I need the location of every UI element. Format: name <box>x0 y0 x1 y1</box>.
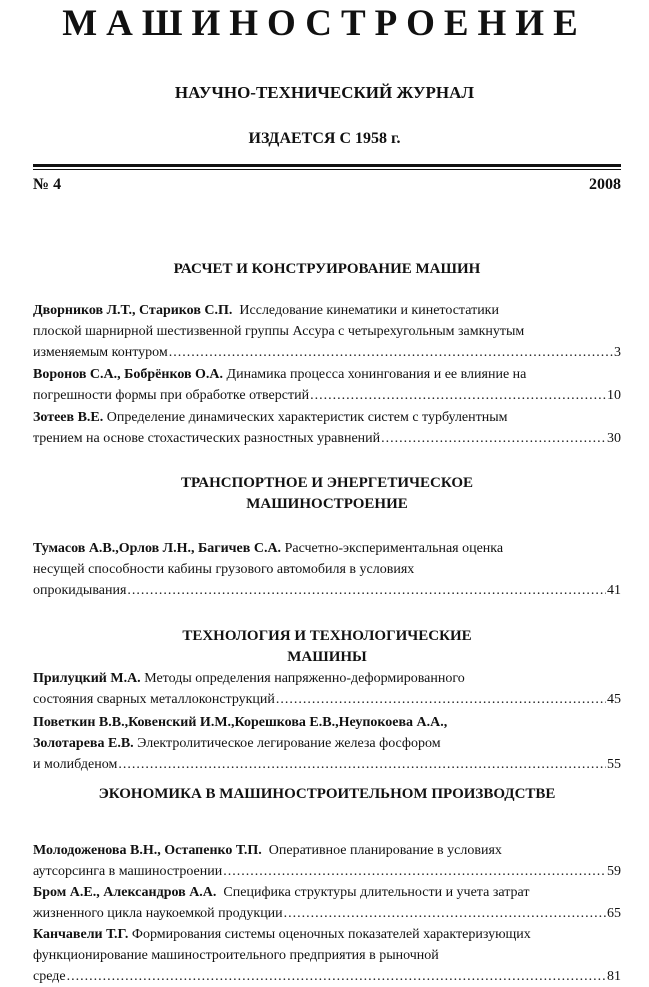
entry-zoteev <box>33 407 621 449</box>
entry-title-line: Формирования системы оценочных показателей характеризующих <box>131 927 531 942</box>
entry-authors: Прилуцкий М.А. <box>33 671 141 686</box>
entry-title-line: погрешности формы при обработке отверстий <box>33 388 310 403</box>
leader-dots <box>169 342 613 363</box>
section-title: МАШИНОСТРОЕНИЕ <box>246 496 408 512</box>
entry-title-line: опрокидывания <box>33 583 127 598</box>
entry-title-line: Определение динамических характеристик систем с турбулентным <box>106 410 508 425</box>
header-rule-thin <box>33 169 621 170</box>
entry-authors: Золотарева Е.В. <box>33 736 134 751</box>
leader-dots <box>223 861 606 882</box>
entry-title-line: несущей способности кабины грузового автомобиля в условиях <box>33 562 415 577</box>
entry-title-line: Специфика структуры длительности и учета затрат <box>223 885 530 900</box>
leader-dots <box>276 689 606 710</box>
entry-page: 65 <box>607 906 621 921</box>
leader-dots <box>118 754 606 775</box>
entry-title-line: трением на основе стохастических разностных уравнений <box>33 431 381 446</box>
entry-title-line: Исследование кинематики и кинетостатики <box>239 303 499 318</box>
entry-authors: Канчавели Т.Г. <box>33 927 129 942</box>
section-title: ТЕХНОЛОГИЯ И ТЕХНОЛОГИЧЕСКИЕ <box>182 628 472 644</box>
entry-title-line: и молибденом <box>33 757 118 772</box>
issue-row <box>33 176 621 198</box>
entry-authors: Поветкин В.В.,Ковенский И.М.,Корешкова Е.В.,Неупокоева А.А., <box>33 715 448 730</box>
entry-tumasov <box>33 538 621 601</box>
entry-title-line: жизненного цикла наукоемкой продукции <box>33 906 283 921</box>
entry-prilutsky <box>33 668 621 710</box>
entry-voronov <box>33 364 621 406</box>
section-design <box>33 259 621 280</box>
entry-povetkin <box>33 712 621 775</box>
published-since: ИЗДАЕТСЯ С 1958 г. <box>248 130 401 147</box>
leader-dots <box>127 580 606 601</box>
entry-title-line: среде <box>33 969 66 984</box>
entry-authors: Зотеев В.Е. <box>33 410 104 425</box>
entry-title-line: состояния сварных металлоконструкций <box>33 692 275 707</box>
entry-page: 30 <box>607 431 621 446</box>
entry-title-line: изменяемым контуром <box>33 345 168 360</box>
entry-molodozhenova <box>33 840 621 882</box>
entry-page: 3 <box>614 345 621 360</box>
entry-authors: Дворников Л.Т., Стариков С.П. <box>33 303 233 318</box>
entry-page: 45 <box>607 692 621 707</box>
entry-title-line: функционирование машиностроительного предприятия в рыночной <box>33 948 439 963</box>
entry-brom <box>33 882 621 924</box>
section-technology <box>33 626 621 668</box>
section-economics <box>33 784 621 805</box>
issue-number: № 4 <box>33 176 62 193</box>
entry-authors: Бром А.Е., Александров А.А. <box>33 885 217 900</box>
section-title: МАШИНЫ <box>287 649 367 665</box>
issue-year: 2008 <box>589 176 621 193</box>
entry-title-line: Электролитическое легирование железа фосфором <box>137 736 441 751</box>
section-transport <box>33 473 621 515</box>
entry-page: 55 <box>607 757 621 772</box>
entry-authors: Воронов С.А., Бобрёнков О.А. <box>33 367 224 382</box>
entry-title-line: Динамика процесса хонингования и ее влияние на <box>226 367 527 382</box>
entry-title-line: Методы определения напряженно-деформированного <box>144 671 465 686</box>
entry-title-line: Оперативное планирование в условиях <box>268 843 502 858</box>
entry-authors: Молодоженова В.Н., Остапенко Т.П. <box>33 843 262 858</box>
entry-title-line: Расчетно-экспериментальная оценка <box>284 541 504 556</box>
entry-title-line: аутсорсинга в машиностроении <box>33 864 223 879</box>
header-rule-thick <box>33 164 621 167</box>
journal-subtitle: НАУЧНО-ТЕХНИЧЕСКИЙ ЖУРНАЛ <box>174 83 475 102</box>
section-title: ЭКОНОМИКА В МАШИНОСТРОИТЕЛЬНОМ ПРОИЗВОДСТВЕ <box>98 786 556 802</box>
leader-dots <box>67 966 606 987</box>
entry-dvornikov <box>33 300 621 363</box>
entry-title-line: плоской шарнирной шестизвенной группы Ассура с четырехугольным замкнутым <box>33 324 525 339</box>
entry-page: 81 <box>607 969 621 984</box>
entry-authors: Тумасов А.В.,Орлов Л.Н., Багичев С.А. <box>33 541 282 556</box>
leader-dots <box>310 385 606 406</box>
journal-masthead: МАШИНОСТРОЕНИЕ <box>62 3 587 44</box>
entry-kanchaveli <box>33 924 621 987</box>
entry-page: 59 <box>607 864 621 879</box>
entry-page: 10 <box>607 388 621 403</box>
section-title: ТРАНСПОРТНОЕ И ЭНЕРГЕТИЧЕСКОЕ <box>180 475 474 491</box>
entry-page: 41 <box>607 583 621 598</box>
leader-dots <box>381 428 606 449</box>
section-title: РАСЧЕТ И КОНСТРУИРОВАНИЕ МАШИН <box>173 261 481 277</box>
leader-dots <box>284 903 606 924</box>
